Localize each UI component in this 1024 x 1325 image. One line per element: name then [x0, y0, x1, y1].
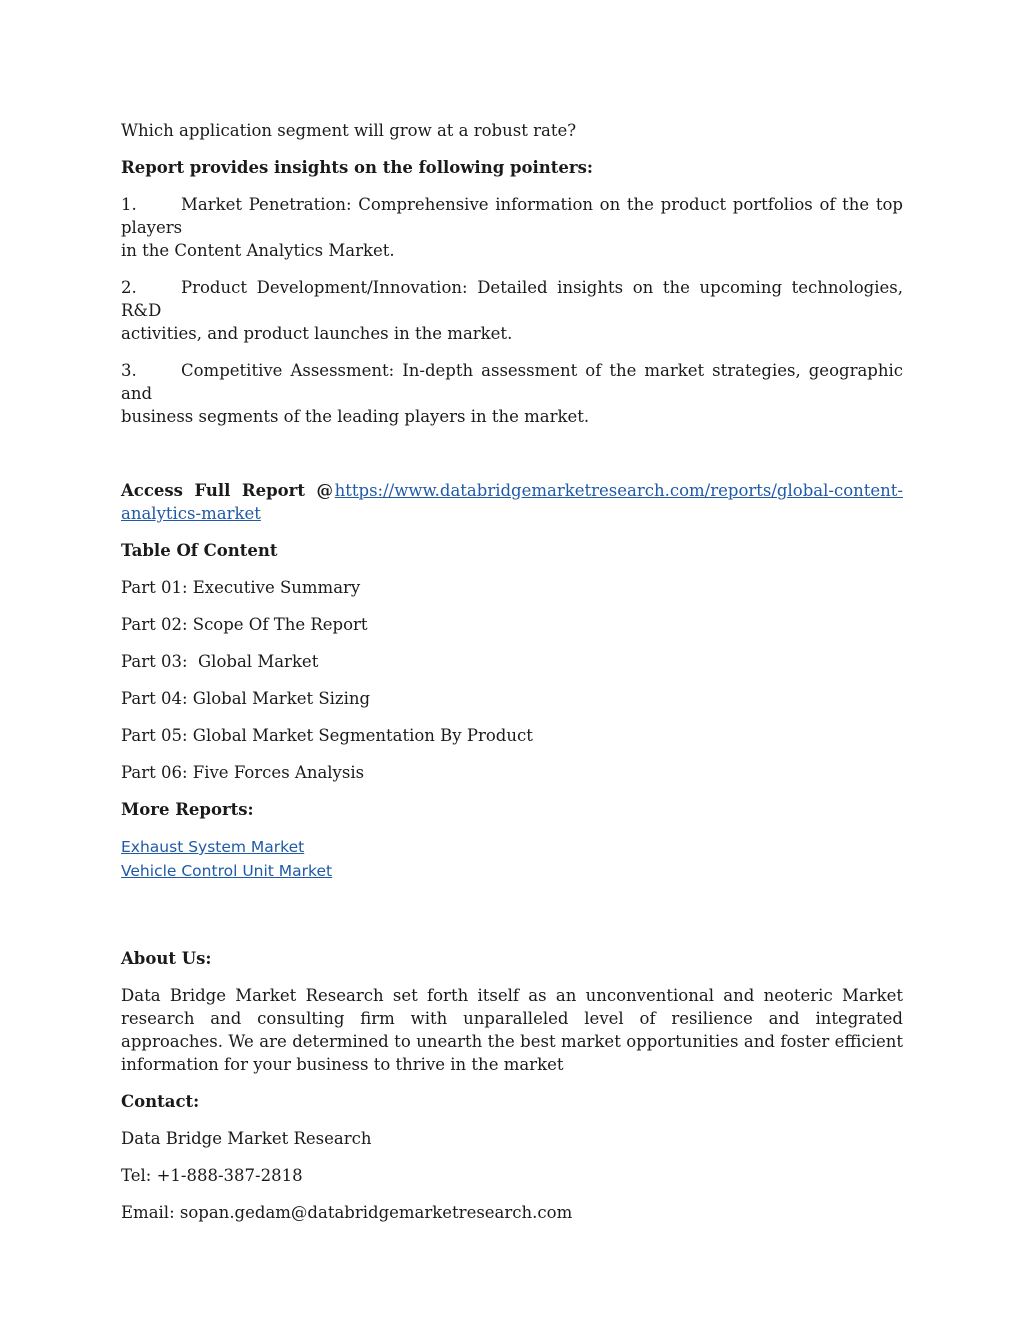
toc-item-part-01: Part 01: Executive Summary: [121, 578, 361, 597]
pointer-number: 2.: [121, 278, 137, 297]
toc-heading: Table Of Content: [121, 541, 278, 560]
about-body: Data Bridge Market Research set forth itself as an unconventional and neoteric Market research and consulting firm with unparalleled level of resilience and integrated approaches. We are determined to unearth the best market opportunities and foster efficient information for your business to thrive in the market: [121, 986, 903, 1074]
pointers-heading: Report provides insights on the following pointers:: [121, 158, 593, 177]
contact-email: Email: sopan.gedam@databridgemarketresearch.com: [121, 1203, 573, 1222]
report-url-link[interactable]: https://www.databridgemarketresearch.com/reports/global-content-: [334, 481, 903, 500]
toc-item-part-06: Part 06: Five Forces Analysis: [121, 763, 365, 782]
pointer-number: 3.: [121, 361, 137, 380]
access-word: Access: [121, 481, 183, 500]
pointer-item-2: [121, 276, 903, 345]
pointer-text-continued: in the Content Analytics Market.: [121, 241, 395, 260]
pointer-item-3: [121, 359, 903, 428]
contact-heading: Contact:: [121, 1092, 200, 1111]
pointer-text-continued: business segments of the leading players in the market.: [121, 407, 590, 426]
toc-item-part-03: Part 03: Global Market: [121, 652, 319, 671]
pointer-number: 1.: [121, 195, 137, 214]
report-url-link-continued[interactable]: analytics-market: [121, 504, 261, 523]
access-label: [121, 479, 333, 502]
toc-item-part-04: Part 04: Global Market Sizing: [121, 689, 371, 708]
pointer-text: Market Penetration: Comprehensive information on the product portfolios of the top players: [121, 195, 903, 237]
pointer-text-continued: activities, and product launches in the market.: [121, 324, 513, 343]
pointer-item-1: [121, 193, 903, 262]
access-word: @: [316, 481, 333, 500]
spacer: [121, 442, 903, 479]
access-word: Report: [241, 481, 305, 500]
spacer: [121, 897, 903, 947]
toc-item-part-02: Part 02: Scope Of The Report: [121, 615, 368, 634]
more-reports-heading: More Reports:: [121, 800, 254, 819]
more-reports-list: [121, 835, 903, 883]
access-word: Full: [194, 481, 231, 500]
about-heading: About Us:: [121, 949, 212, 968]
pointer-text: Product Development/Innovation: Detailed insights on the upcoming technologies, R&D: [121, 278, 903, 320]
more-report-link-vehicle-control[interactable]: Vehicle Control Unit Market: [121, 862, 333, 880]
pointer-text: Competitive Assessment: In-depth assessment of the market strategies, geographic and: [121, 361, 903, 403]
intro-question: Which application segment will grow at a robust rate?: [121, 121, 577, 140]
more-report-link-exhaust[interactable]: Exhaust System Market: [121, 838, 305, 856]
access-full-report: [121, 479, 903, 525]
document-page: [121, 119, 903, 1238]
access-line: [121, 479, 903, 502]
contact-company: Data Bridge Market Research: [121, 1129, 372, 1148]
toc-item-part-05: Part 05: Global Market Segmentation By Product: [121, 726, 533, 745]
contact-tel: Tel: +1-888-387-2818: [121, 1166, 303, 1185]
